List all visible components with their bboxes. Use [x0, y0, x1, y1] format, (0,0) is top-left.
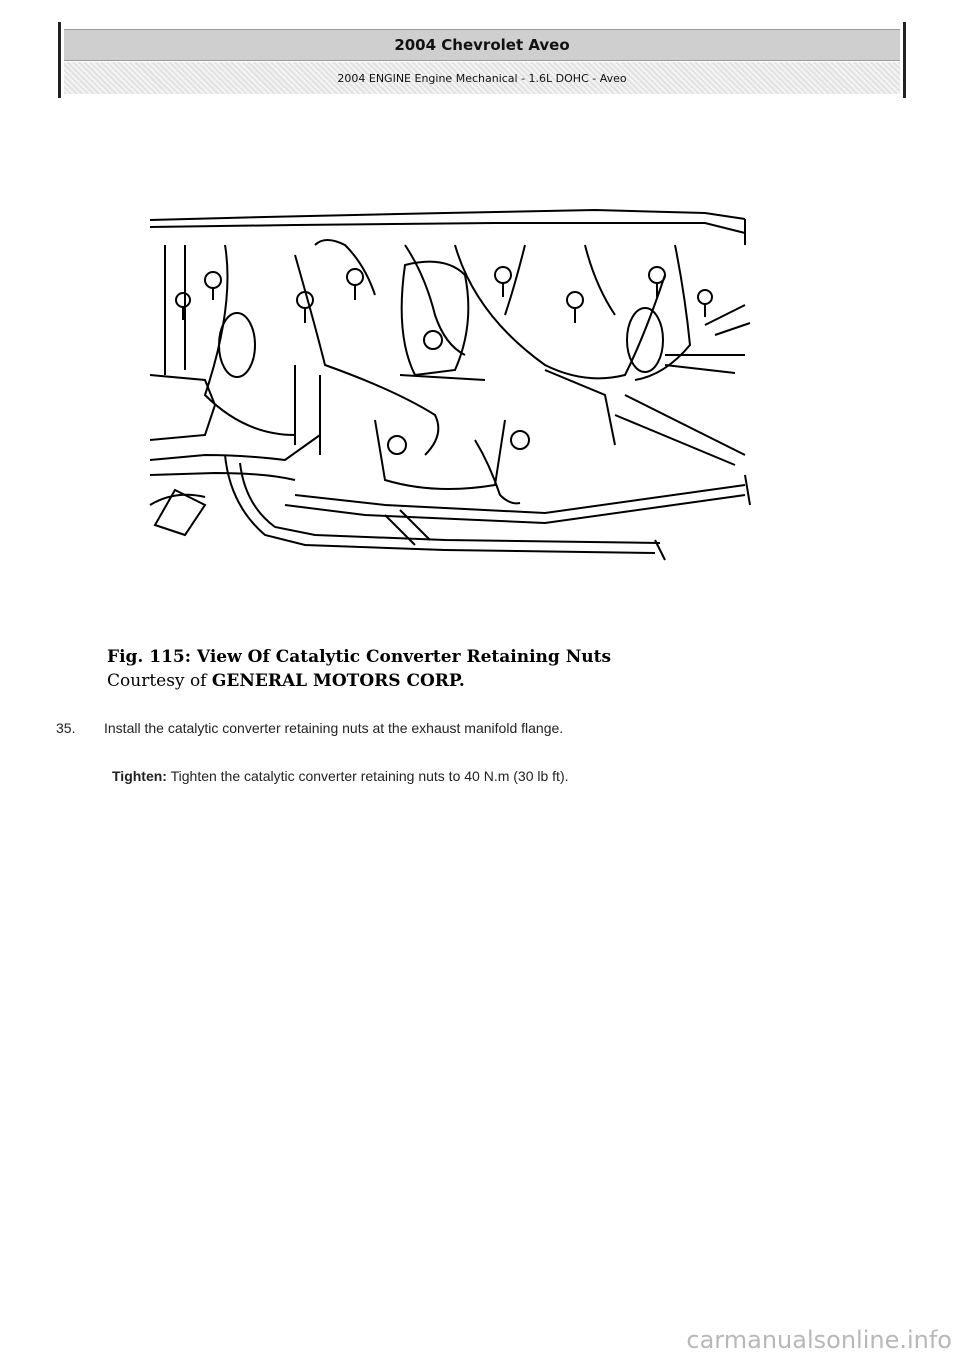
- substep-text: Tighten the catalytic converter retaining nuts to 40 N.m (30 lb ft).: [166, 768, 569, 784]
- substep-label: Tighten:: [112, 768, 167, 784]
- figure-courtesy: [107, 669, 747, 693]
- courtesy-prefix: Courtesy of: [107, 671, 212, 691]
- document-title: 2004 Chevrolet Aveo: [64, 29, 900, 61]
- step-text: Install the catalytic converter retaining nuts at the exhaust manifold flange.: [104, 720, 564, 736]
- header-border-right: [903, 22, 906, 98]
- step-number: 35.: [56, 720, 76, 736]
- catalytic-converter-illustration: [145, 205, 755, 585]
- figure-caption: [107, 645, 747, 693]
- procedure-step: [56, 720, 816, 736]
- header-border-left: [58, 22, 61, 98]
- procedure-substep: [112, 768, 812, 784]
- document-subtitle: 2004 ENGINE Engine Mechanical - 1.6L DOHC - Aveo: [64, 62, 900, 94]
- figure-title: Fig. 115: View Of Catalytic Converter Retaining Nuts: [107, 647, 612, 667]
- watermark: carmanualsonline.info: [686, 1326, 952, 1354]
- courtesy-source: GENERAL MOTORS CORP.: [211, 671, 465, 691]
